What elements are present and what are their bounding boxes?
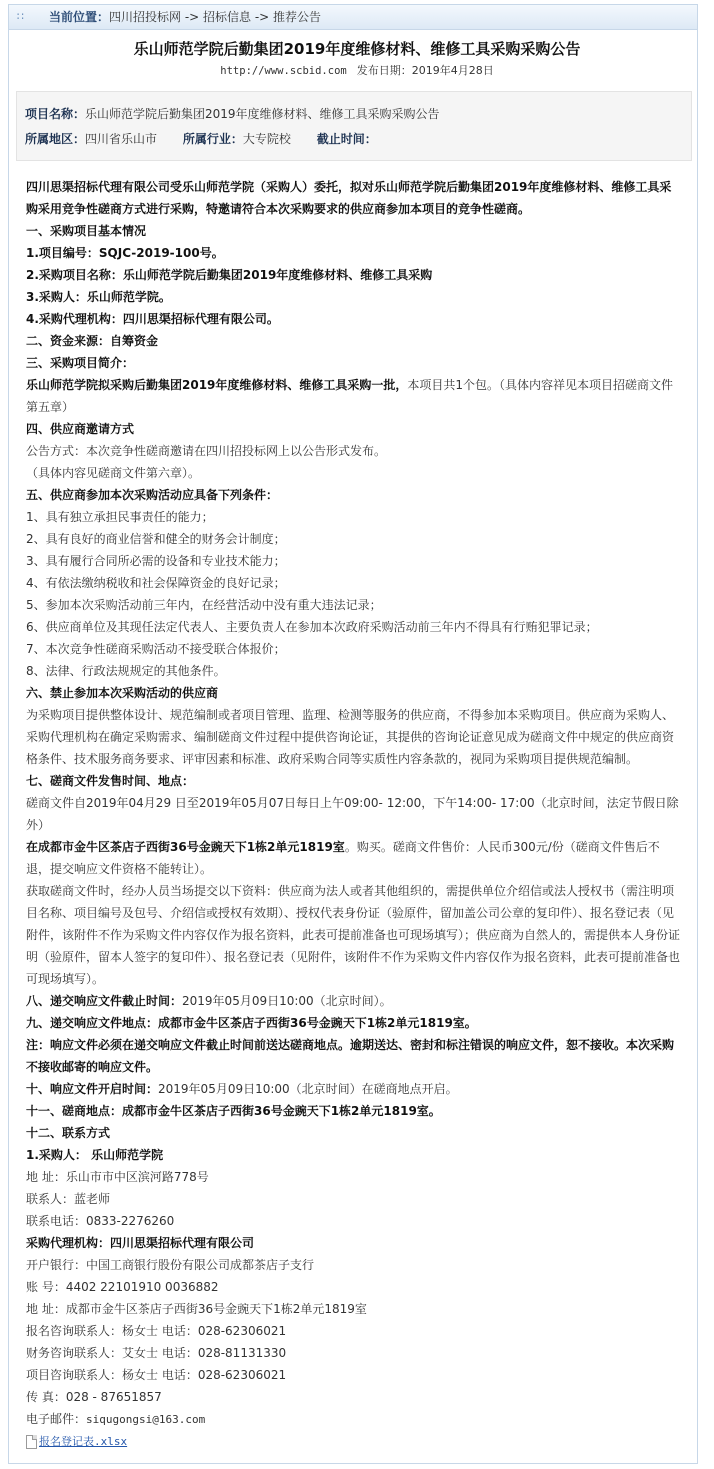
project-contact: 项目咨询联系人：杨女士 电话：028-62306021 [26,1368,287,1382]
section-2-heading: 二、资金来源：自筹资金 [26,334,159,348]
section-6-text: 为采购项目提供整体设计、规范编制或者项目管理、监理、检测等服务的供应商，不得参加本采购项目。供应商为采购人、采购代理机构在确定采购需求、编制磋商文件过程中提供咨询论证，其提供的咨询论证意见成为磋商文件中规定的供应商资格条件、技术服务商务要求、评审因素和标准、政府采购合同等实质性内容条款的，视同为采购项目提供规范编制。 [26,708,675,766]
section-10-heading: 十、响应文件开启时间： [26,1082,159,1096]
grip-icon: ∷ [17,10,23,23]
section-10-text: 2019年05月09日10:00（北京时间）在磋商地点开启。 [158,1082,458,1096]
section-3-bold: 乐山师范学院拟采购后勤集团2019年度维修材料、维修工具采购一批， [26,378,408,392]
buyer-address: 地 址：乐山市市中区滨河路778号 [26,1170,209,1184]
section-8-text: 2019年05月09日10:00（北京时间）。 [182,994,392,1008]
info-row-name [25,105,462,122]
breadcrumb-label: 当前位置： [49,10,110,24]
breadcrumb [8,4,698,30]
info-row-meta [25,130,377,147]
section-3-rest: 本项目共1个包。（具体内容祥见本项目招磋商文件第五章） [26,378,674,414]
industry-value: 大专院校 [242,132,291,146]
condition-4: 4、有依法缴纳税收和社会保障资金的良好记录； [26,576,286,590]
sale-place-bold: 在成都市金牛区茶店子西街36号金豌天下1栋2单元1819室 [26,840,345,854]
attachment-link[interactable]: 报名登记表.xlsx [39,1435,128,1448]
section-6-heading: 六、禁止参加本次采购活动的供应商 [26,686,219,700]
section-8-heading: 八、递交响应文件截止时间： [26,994,183,1008]
deadline-key: 截止时间： [316,132,377,146]
sale-price: 。购买。磋商文件售价：人民币300元/份（磋商文件售后不退，提交响应文件资格不能转让）。 [26,840,660,876]
section-5-heading: 五、供应商参加本次采购活动应具备下列条件： [26,488,279,502]
email-value: siqugongsi@163.com [86,1413,206,1426]
notice: 注：响应文件必须在递交响应文件截止时间前送达磋商地点。逾期送达、密封和标注错误的响应文件，恕不接收。本次采购不接收邮寄的响应文件。 [26,1038,675,1074]
attachment [26,1431,127,1453]
section-11-heading: 十一、磋商地点：成都市金牛区茶店子西街36号金豌天下1栋2单元1819室。 [26,1104,441,1118]
publish-line [0,62,714,78]
condition-7: 7、本次竞争性磋商采购活动不接受联合体报价； [26,642,286,656]
intro-paragraph: 四川思渠招标代理有限公司受乐山师范学院（采购人）委托，拟对乐山师范学院后勤集团2019年度维修材料、维修工具采购采用竞争性磋商方式进行采购，特邀请符合本次采购要求的供应商参加本项目的竞争性磋商。 [26,180,672,216]
section-1-heading: 一、采购项目基本情况 [26,224,147,238]
announcement-body [26,176,682,1456]
page-title: 乐山师范学院后勤集团2019年度维修材料、维修工具采购采购公告 [133,40,581,58]
item-project-name: 2.采购项目名称：乐山师范学院后勤集团2019年度维修材料、维修工具采购 [26,268,433,282]
agent-heading: 采购代理机构：四川思渠招标代理有限公司 [26,1236,255,1250]
project-name-value: 乐山师范学院后勤集团2019年度维修材料、维修工具采购采购公告 [85,107,440,121]
breadcrumb-path[interactable]: 四川招投标网 -> 招标信息 -> 推荐公告 [109,10,322,24]
finance-contact: 财务咨询联系人：艾女士 电话：028-81131330 [26,1346,287,1360]
fax: 传 真：028 - 87651857 [26,1390,162,1404]
condition-2: 2、具有良好的商业信誉和健全的财务会计制度； [26,532,286,546]
site-url: http://www.scbid.com [220,65,347,77]
email-line [26,1408,682,1431]
project-name-key: 项目名称： [25,107,86,121]
section-4-line1: 公告方式：本次竞争性磋商邀请在四川招投标网上以公告形式发布。 [26,444,387,458]
section-9-heading: 九、递交响应文件地点：成都市金牛区茶店子西街36号金豌天下1栋2单元1819室。 [26,1016,477,1030]
sale-time: 磋商文件自2019年04月29 日至2019年05月07日每日上午09:00- 12:00，下午14:00- 17:00（北京时间，法定节假日除外） [26,796,679,832]
registration-contact: 报名咨询联系人：杨女士 电话：028-62306021 [26,1324,287,1338]
section-8 [26,990,682,1012]
section-10 [26,1078,682,1100]
publish-date: 2019年4月28日 [411,64,494,77]
file-icon [26,1435,37,1449]
region-key: 所属地区： [25,132,86,146]
section-4-heading: 四、供应商邀请方式 [26,422,135,436]
date-label: 发布日期： [356,64,412,77]
condition-1: 1、具有独立承担民事责任的能力； [26,510,214,524]
condition-3: 3、具有履行合同所必需的设备和专业技术能力； [26,554,286,568]
section-3-heading: 三、采购项目简介： [26,356,135,370]
item-agent: 4.采购代理机构：四川思渠招标代理有限公司。 [26,312,279,326]
section-4-line2: （具体内容见磋商文件第六章）。 [26,466,201,480]
agent-address: 地 址：成都市金牛区茶店子西街36号金豌天下1栋2单元1819室 [26,1302,367,1316]
industry-key: 所属行业： [182,132,243,146]
item-project-no: 1.项目编号：SQJC-2019-100号。 [26,246,224,260]
condition-5: 5、参加本次采购活动前三年内，在经营活动中没有重大违法记录； [26,598,382,612]
sale-place [26,836,682,880]
buyer-phone: 联系电话：0833-2276260 [26,1214,175,1228]
buyer-heading: 1.采购人： 乐山师范学院 [26,1148,164,1162]
agent-account: 账 号：4402 22101910 0036882 [26,1280,219,1294]
buyer-contact: 联系人：蓝老师 [26,1192,111,1206]
project-info-box [16,91,692,161]
condition-8: 8、法律、行政法规规定的其他条件。 [26,664,226,678]
email-label: 电子邮件： [26,1412,87,1426]
condition-6: 6、供应商单位及其现任法定代表人、主要负责人在参加本次政府采购活动前三年内不得具有行贿犯罪记录； [26,620,598,634]
agent-bank: 开户银行：中国工商银行股份有限公司成都茶店子支行 [26,1258,315,1272]
documents-required: 获取磋商文件时，经办人员当场提交以下资料：供应商为法人或者其他组织的，需提供单位介绍信或法人授权书（需注明项目名称、项目编号及包号、介绍信或授权有效期）、授权代表身份证（验原件，留加盖公司公章的复印件）、报名登记表（见附件，该附件不作为采购文件内容仅作为报名资料，此表可提前准备也可现场填写）；供应商为自然人的，需提供本人身份证明（验原件，留本人签字的复印件）、报名登记表（见附件，该附件不作为采购文件内容仅作为报名资料，此表可提前准备也可现场填写）。 [26,884,681,986]
section-7-heading: 七、磋商文件发售时间、地点： [26,774,195,788]
section-3-text [26,374,682,418]
region-value: 四川省乐山市 [85,132,158,146]
section-12-heading: 十二、联系方式 [26,1126,111,1140]
item-buyer: 3.采购人：乐山师范学院。 [26,290,171,304]
